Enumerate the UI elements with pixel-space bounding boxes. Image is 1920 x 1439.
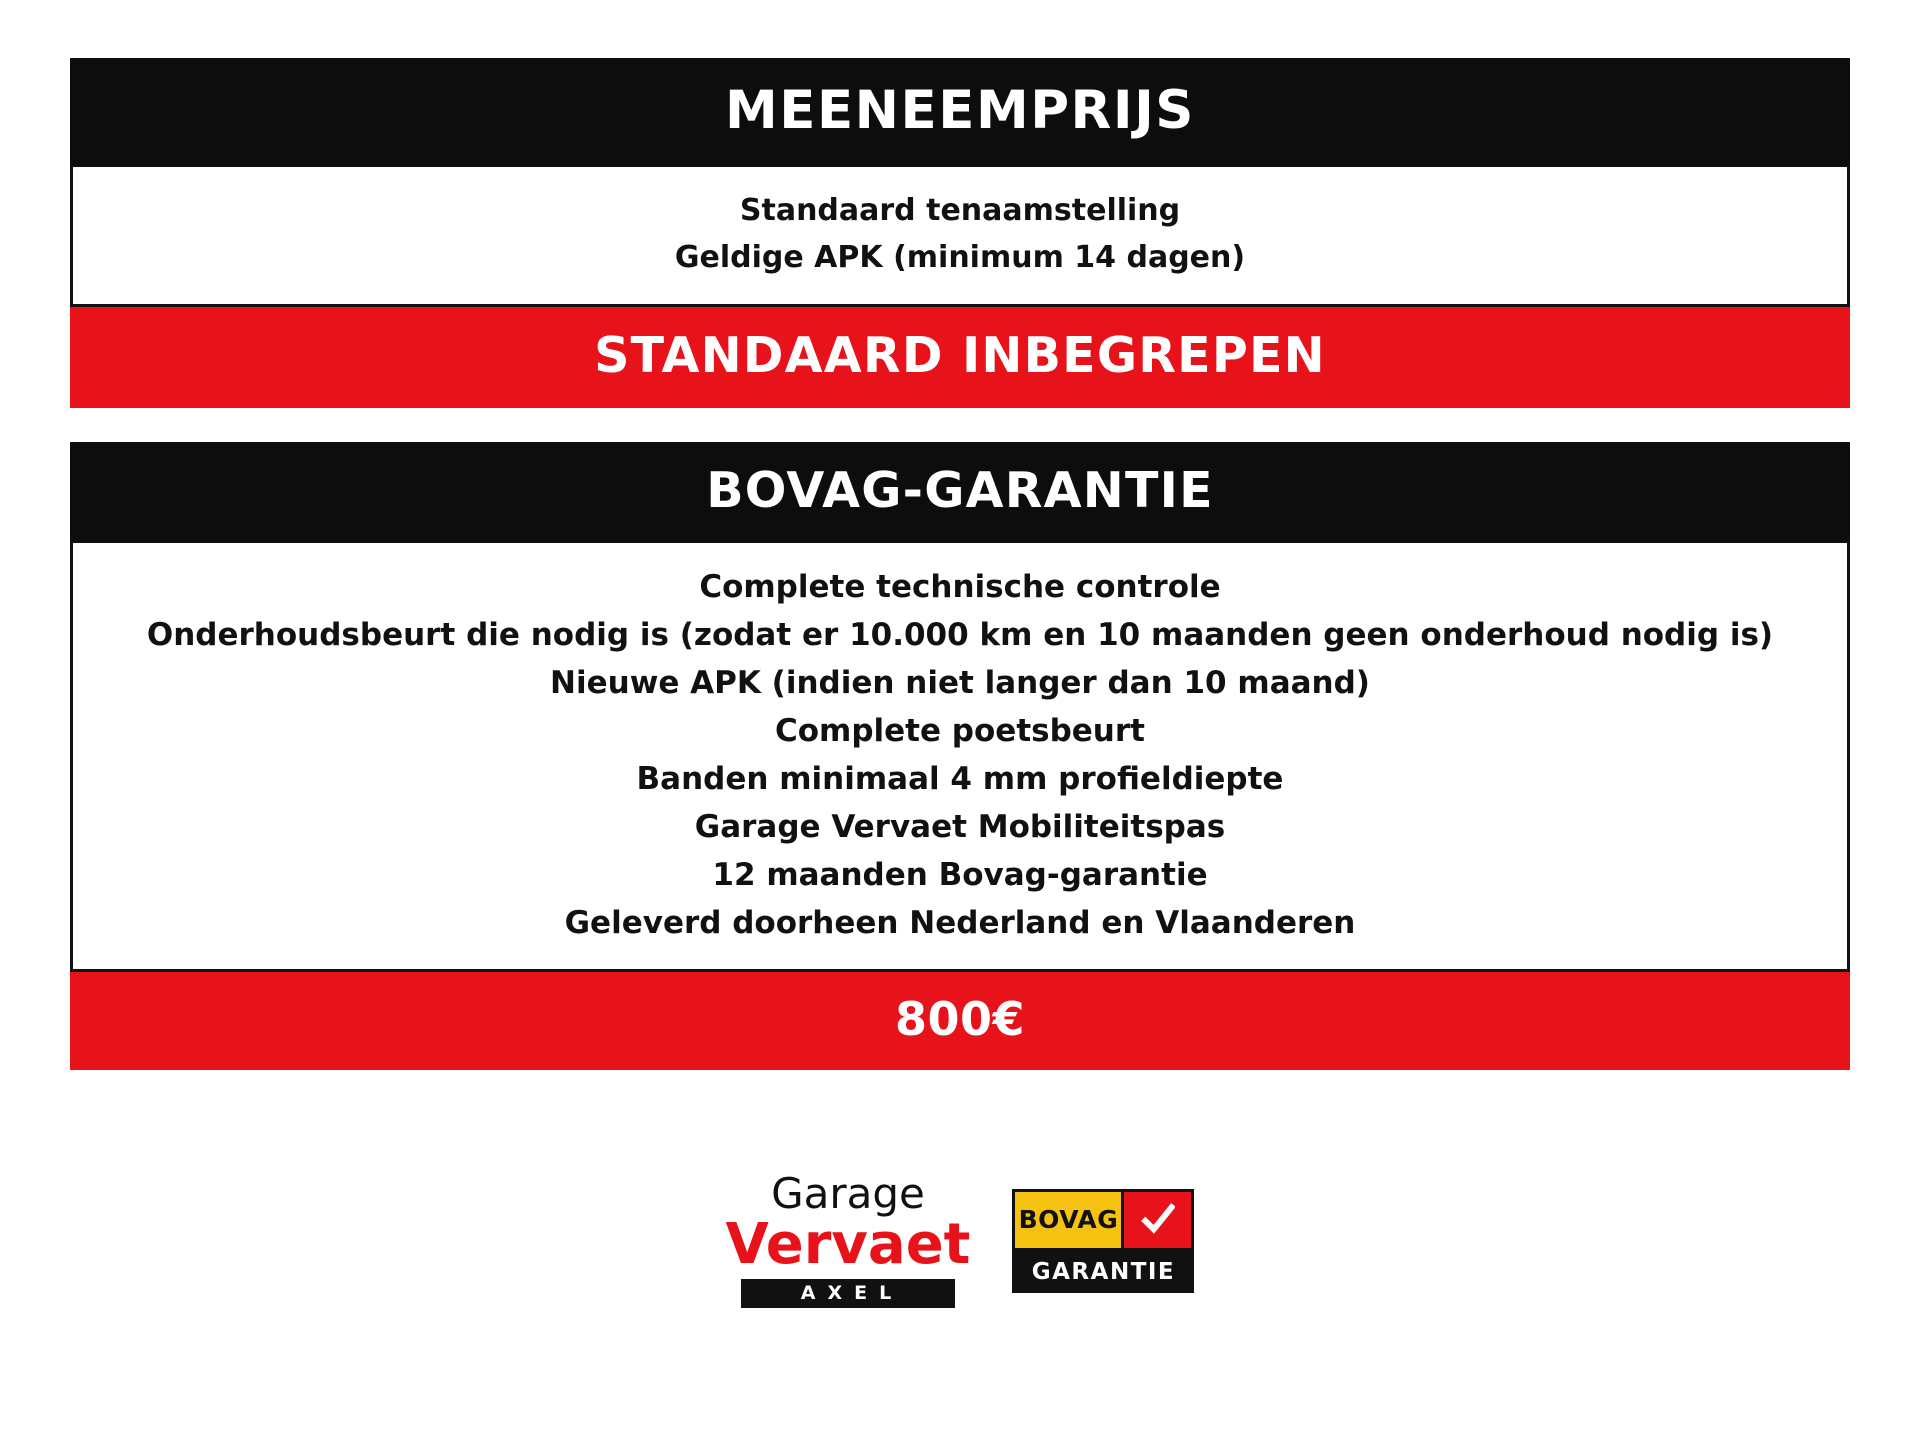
list-item: Geldige APK (minimum 14 dagen)	[674, 240, 1246, 276]
list-item: Nieuwe APK (indien niet langer dan 10 maand)	[550, 664, 1370, 701]
meeneemprijs-list	[70, 167, 1850, 307]
list-item: Banden minimaal 4 mm profieldiepte	[636, 760, 1284, 797]
list-item: Standaard tenaamstelling	[739, 193, 1181, 228]
bovag-logo-brand-box	[1012, 1189, 1124, 1251]
bovag-logo-bottom	[1012, 1251, 1194, 1293]
garage-logo-word-top: Garage	[771, 1169, 925, 1219]
price-band: 800€	[70, 972, 1850, 1070]
check-icon	[1141, 1203, 1175, 1237]
bovag-garantie-header: BOVAG-GARANTIE	[70, 442, 1850, 543]
bovag-garantie-list	[70, 543, 1850, 972]
list-item: Complete technische controle	[699, 568, 1221, 605]
bovag-logo-brand: BOVAG	[1018, 1205, 1119, 1235]
list-item: Geleverd doorheen Nederland en Vlaanderen	[564, 905, 1356, 942]
footer-logos	[70, 1070, 1850, 1439]
garage-vervaet-logo	[725, 1169, 971, 1308]
bovag-logo-subtitle: GARANTIE	[1031, 1258, 1176, 1285]
garage-logo-word-main: Vervaet	[725, 1212, 971, 1278]
list-item: Complete poetsbeurt	[774, 712, 1145, 749]
list-item: 12 maanden Bovag-garantie	[712, 857, 1208, 894]
bovag-garantie-card	[70, 442, 1850, 1070]
bovag-garantie-logo	[1012, 1189, 1194, 1293]
list-item: Onderhoudsbeurt die nodig is (zodat er 10.000 km en 10 maanden geen onderhoud nodig is)	[146, 616, 1774, 653]
bovag-logo-top	[1012, 1189, 1194, 1251]
bovag-logo-check-box	[1124, 1189, 1194, 1251]
garage-logo-city-bar: AXEL	[741, 1279, 955, 1308]
list-item: Garage Vervaet Mobiliteitspas	[694, 809, 1226, 846]
meeneemprijs-header: MEENEEMPRIJS	[70, 58, 1850, 167]
section-spacer	[70, 408, 1850, 442]
standaard-inbegrepen-band: STANDAARD INBEGREPEN	[70, 307, 1850, 408]
meeneemprijs-card	[70, 58, 1850, 408]
